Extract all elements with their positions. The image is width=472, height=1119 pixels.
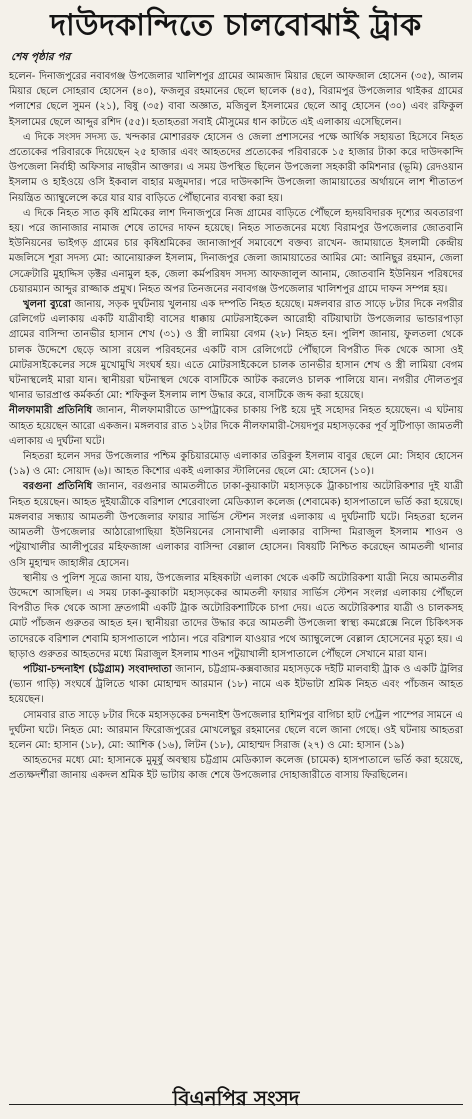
paragraph-text: জানান, নীলফামারীতে ডাম্পট্রাকের চাকায় পিষ্ট হয়ে দুই সহোদর নিহত হয়েছেন। এ ঘটনায় আহত হয়েছেন আরো একজন। মঙ্গলবার রাত ১২টার দিকে নীলফামারী-সৈয়দপুর মহাসড়কের পূর্ব সুটিপাড়া জামতলী এলাকায় এ দুর্ঘটনা ঘটে। bbox=[9, 405, 463, 447]
paragraph-text: আহতদের মধ্যে মো: হাসানকে মুমূর্ষু অবস্থায় চট্টগ্রাম মেডিক্যাল কলেজ (চামেক) হাসপাতালে ভর্তি করা হয়েছে, প্রত্যক্ষদর্শীরা জানায় একদল শ্রমিক ইট ভাটায় কাজ শেষে উপজেলার দোহাজারীতে বাসায় ফিরছিলেন। bbox=[9, 755, 463, 782]
article-paragraph bbox=[9, 69, 463, 130]
article-paragraph bbox=[9, 571, 463, 662]
article-paragraph bbox=[9, 297, 463, 403]
paragraph-text: এ দিকে সংসদ সদস্য ড. খন্দকার মোশাররফ হোসেন ও জেলা প্রশাসনের পক্ষে আর্থিক সহায়তা হিসেবে নিহত প্রত্যেকের পরিবারকে দিয়েছেন ২৫ হাজার এবং আহতদের প্রত্যেকের পরিবারকে ১৫ হাজার টাকা করে দাউদকান্দি উপজেলা নির্বাহী অফিসার নাছরীন আক্তার। এ সময় উপস্থিত ছিলেন উপজেলা সহকারী কমিশনার (ভূমি) রেদওয়ান ইসলাম ও হাইওয়ে ওসি ইকবাল বাহার মজুমদার। পরে দাউদকান্দি উপজেলা জামায়াতের অর্থায়নে লাশ শীতাতপ নিয়ন্ত্রিত অ্যাম্বুলেন্সে করে যার যার বাড়িতে পৌঁছানোর ব্যবস্থা করা হয়। bbox=[9, 131, 463, 204]
continued-from-label: শেষ পৃষ্ঠার পর bbox=[11, 51, 71, 63]
article-paragraph bbox=[9, 662, 463, 708]
next-headline-fragment: বিএনপির সংসদ bbox=[172, 1086, 300, 1110]
article-paragraph bbox=[9, 449, 463, 479]
article-paragraph bbox=[9, 479, 463, 570]
next-headline-strip bbox=[9, 1086, 463, 1110]
paragraph-text: জানায়, সড়ক দুর্ঘটনায় খুলনায় এক দম্পতি নিহত হয়েছে। মঙ্গলবার রাত সাড়ে ৮টার দিকে নগরীর রেলিগেট এলাকায় একটি যাত্রীবাহী বাসের ধাক্কায় মোটরসাইকেল আরোহী বটিয়াঘাটা উপজেলার ভান্ডারপাড়া গ্রামের বাসিন্দা তানভীর হাসান শেখ (৩১) ও স্ত্রী লামিয়া বেগম (২৮) নিহত হন। পুলিশ জানায়, ফুলতলা থেকে চালক উদ্দেশে ছেড়ে আসা রয়েল পরিবহনের একটি বাস রেলিগেটে পৌঁছালে বিপরীত দিক থেকে আসা ওই মোটরসাইকেলের সঙ্গে মুখোমুখি সংঘর্ষ হয়। এতে মোটরসাইকেলে চালক তানভীর হাসান শেখ ও স্ত্রী লামিয়া বেগম ঘটনাস্থলেই মারা যান। স্থানীয়রা ঘটনাস্থল থেকে বাসটিকে আটক করলেও চালক পালিয়ে যান। নগরীর দৌলতপুর থানার ভারপ্রাপ্ত কর্মকর্তা মো: শফিকুল ইসলাম লাশ উদ্ধার করে, বাসটিকে জব্দ করা হয়েছে। bbox=[9, 299, 463, 402]
headline: দাউদকান্দিতে চালবোঝাই ট্রাক bbox=[50, 8, 422, 43]
paragraph-text: সোমবার রাত সাড়ে ৮টার দিকে মহাসড়কের চন্দনাইশ উপজেলার হাশিমপুর বাগিচা হাট পেট্রল পাম্পের সামনে এ দুর্ঘটনা ঘটে। নিহত মো: আরমান ফিরোজপুরের মোখলেছুর রহমানের ছেলে বলে জানা গেছে। ওই ঘটনায় আহতরা হলেন মো: হাসান (১৮), মো: আশিক (১৬), লিটন (১৮), মোহাম্মদ সিরাজ (২৭) ও মো: হাসান (১৯) bbox=[9, 709, 463, 751]
dateline-byline: পটিয়া-চন্দনাইশ (চট্টগ্রাম) সংবাদদাতা bbox=[23, 663, 172, 675]
dateline-byline: খুলনা ব্যুরো bbox=[23, 299, 71, 311]
article-paragraph bbox=[9, 206, 463, 297]
paragraph-text: জানান, বরগুনার আমতলীতে ঢাকা-কুয়াকাটা মহাসড়কে ট্রাকচাপায় অটোরিকশার দুই যাত্রী নিহত হয়েছেন। আহত দুইযাত্রীকে বরিশাল শেরেবাংলা মেডিক্যাল কলেজ (শেবামেক) হাসপাতালে ভর্তি করা হয়েছে। মঙ্গলবার সন্ধ্যায় আমতলী উপজেলার ফায়ার সার্ভিস স্টেশন সংলগ্ন এলাকায় এ দুর্ঘটনাটি ঘটে। নিহতরা হলেন আমতলী উপজেলার আঠারোগাছিয়া ইউনিয়নের সোনাখালী এলাকার বাসিন্দা মিরাজুল ইসলাম শাওন ও পটুয়াখালীর আলীপুরের মহিফজাঙ্গা এলাকার বাসিন্দা বেল্লাল হোসেন। বিষয়টি নিশ্চিত করেছেন আমতলী থানার ওসি মুহাম্মদ জাহাঙ্গীর হোসেন। bbox=[9, 481, 463, 569]
article-paragraph bbox=[9, 403, 463, 449]
dateline-byline: নীলফামারী প্রতিনিধি bbox=[9, 405, 93, 417]
paragraph-text: এ দিকে নিহত সাত কৃষি শ্রমিকের লাশ দিনাজপুরে নিজ গ্রামের বাড়িতে পৌঁছলে হৃদয়বিদারক দৃশ্যের অবতারণা হয়। পরে জানাজার নামাজ শেষে তাদের দাফন হয়েছে। নিহত সাতজনের মধ্যে বিরামপুর উপজেলার জোতবানি ইউনিয়নের ভাইগড় গ্রামের চার কৃষিশ্রমিকের জানাজাপূর্ব সমাবেশে বক্তব্য রাখেন- জামায়াতে ইসলামী কেন্দ্রীয় মজলিসে শূরা সদস্য মো: আনোয়ারুল ইসলাম, দিনাজপুর জেলা জামায়াতের আমির মো: আনিছুর রহমান, জেলা সেক্রেটারি মুহাদ্দিস ড়ক্টর এনামুল হক, জেলা কর্মপরিষদ সদস্য আফজালুল আনাম, জোতবানি ইউনিয়ন পরিষদের চেয়ারম্যান আব্দুর রাজ্জাক প্রমুখ। নিহত অপর তিনজনের নবাবগঞ্জ উপজেলার খালিশপুর গ্রামে দাফন সম্পন্ন হয়। bbox=[9, 207, 463, 295]
article-paragraph bbox=[9, 708, 463, 754]
paragraph-text: স্থানীয় ও পুলিশ সূত্রে জানা যায়, উপজেলার মহিষকাটা এলাকা থেকে একটি অটোরিকশা যাত্রী নিয়ে আমতলীর উদ্দেশে আসছিল। এ সময় ঢাকা-কুয়াকাটা মহাসড়কের আমতলী ফায়ার সার্ভিস স্টেশন সংলগ্ন এলাকায় পৌঁছলে বিপরীত দিক থেকে আসা দ্রুতগামী একটি ট্রাক অটোরিকশাটিকে চাপা দেয়। এতে অটোরিকশার যাত্রী ও চালকসহ মোট পাঁচজন গুরুতর আহত হন। স্থানীয়রা তাদের উদ্ধার করে আমতলী উপজেলা স্বাস্থ্য কমপ্লেক্সে নিলে চিকিৎসক তাদেরকে বরিশাল শেবামি হাসপাতালে পাঠান। পরে বরিশাল যাওয়ার পথে অ্যাম্বুলেন্সে বেল্লাল হোসেনের মৃত্যু হয়। এ ছাড়াও গুরুতর আহতদের মধ্যে মিরাজুল ইসলাম শাওন পটুয়াখালী হাসপাতালে পৌঁছলে সেখানে মারা যান। bbox=[9, 572, 463, 660]
paragraph-text: হলেন- দিনাজপুরের নবাবগঞ্জ উপজেলার খালিশপুর গ্রামের আমজাদ মিয়ার ছেলে আফজাল হোসেন (৩৫), আলম মিয়ার ছেলে সোহরাব হোসেন (৪০), ফজলুর রহমানের ছেলে ছালেক (৪৫), বিরামপুর উপজেলার থাইকর গ্রামের পলাশের ছেলে সুমন (২১), বিষু (৩৫) বাবা অজ্ঞাত, মজিবুল ইসলামের ছেলে আবু হোসেন (৩০) এবং রফিকুল ইসলামের ছেলে আব্দুর রশিদ (৫৫)। হতাহতরা সবাই মৌসুমের ধান কাটতে এই এলাকায় এসেছিলেন। bbox=[9, 71, 463, 128]
article-body bbox=[9, 69, 463, 784]
paragraph-text: জানান, চট্টগ্রাম-কক্সবাজার মহাসড়কে দইটি মালবাহী ট্রাক ও একটি ট্রলির (ভ্যান গাড়ি) সংঘর্ষে ট্রলিতে থাকা মোহাম্মদ আরমান (১৮) নামে এক ইটভাটা শ্রমিক নিহত এবং পাঁচজন আহত হয়েছেন। bbox=[9, 663, 463, 706]
article-paragraph bbox=[9, 130, 463, 206]
dateline-byline: বরগুনা প্রতিনিধি bbox=[23, 481, 93, 493]
article-paragraph bbox=[9, 753, 463, 783]
paragraph-text: নিহতরা হলেন সদর উপজেলার পশ্চিম কুচিয়ারমোড় এলাকার তরিকুল ইসলাম বাবুর ছেলে মো: সিহাব হোসেন (১৯) ও মো: সোয়াদ (৬)। আহত কিশোর একই এলাকার স্টালিনের ছেলে মো: হোসেন (১০)। bbox=[9, 451, 463, 478]
